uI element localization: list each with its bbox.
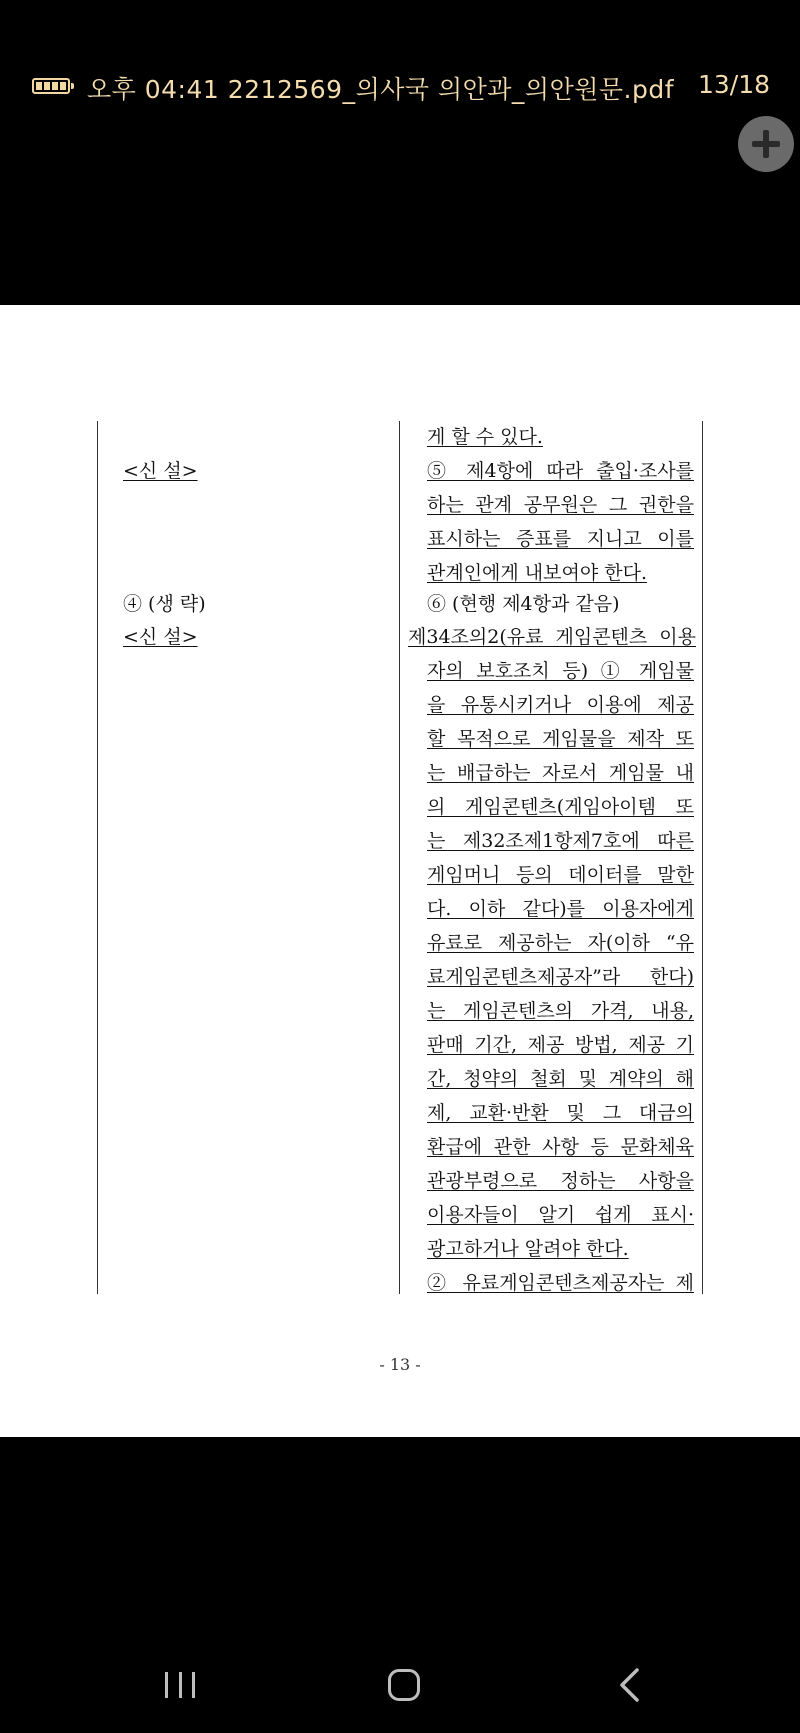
right-line: 다. 이하 같다)를 이용자에게 bbox=[427, 898, 694, 920]
right-line: 료게임콘텐츠제공자”라 한다) bbox=[427, 966, 694, 988]
table-border-right bbox=[702, 421, 703, 1294]
home-icon[interactable] bbox=[388, 1669, 420, 1701]
right-line: 환급에 관한 사항 등 문화체육 bbox=[427, 1136, 694, 1158]
right-line: 할 목적으로 게임물을 제작 또 bbox=[427, 728, 694, 750]
right-line: ⑥ (현행 제4항과 같음) bbox=[427, 593, 620, 615]
back-icon[interactable] bbox=[618, 1668, 640, 1702]
right-line: 판매 기간, 제공 방법, 제공 기 bbox=[427, 1034, 694, 1056]
right-line: ⑤ 제4항에 따라 출입·조사를 bbox=[427, 460, 694, 482]
right-line: 하는 관계 공무원은 그 권한을 bbox=[427, 494, 694, 516]
left-cell-new-2: <신 설> bbox=[123, 626, 198, 648]
right-line: 게 할 수 있다. bbox=[427, 426, 543, 448]
plus-icon bbox=[752, 130, 780, 158]
right-line: 유료로 제공하는 자(이하 “유 bbox=[427, 932, 694, 954]
add-button[interactable] bbox=[738, 116, 794, 172]
right-line: ② 유료게임콘텐츠제공자는 제 bbox=[427, 1272, 694, 1294]
right-line: 표시하는 증표를 지니고 이를 bbox=[427, 528, 694, 550]
right-line: 제34조의2(유료 게임콘텐츠 이용 bbox=[408, 626, 696, 648]
left-cell-omitted: ④ (생 략) bbox=[123, 593, 206, 615]
recent-apps-icon[interactable] bbox=[165, 1672, 195, 1698]
right-line: 이용자들이 알기 쉽게 표시· bbox=[427, 1204, 694, 1226]
right-line: 게임머니 등의 데이터를 말한 bbox=[427, 864, 694, 886]
page-counter: 13/18 bbox=[697, 70, 770, 99]
right-line: 제, 교환·반환 및 그 대금의 bbox=[427, 1102, 694, 1124]
right-line: 관계인에게 내보여야 한다. bbox=[427, 562, 648, 584]
right-line: 광고하거나 알려야 한다. bbox=[427, 1238, 629, 1260]
right-line: 을 유통시키거나 이용에 제공 bbox=[427, 694, 694, 716]
right-line: 자의 보호조치 등) ① 게임물 bbox=[427, 660, 694, 682]
right-line: 간, 청약의 철회 및 계약의 해 bbox=[427, 1068, 694, 1090]
page-number: - 13 - bbox=[379, 1355, 421, 1374]
left-cell-new-1: <신 설> bbox=[123, 460, 198, 482]
right-line: 는 배급하는 자로서 게임물 내 bbox=[427, 762, 694, 784]
right-line: 는 제32조제1항제7호에 따른 bbox=[427, 830, 694, 852]
top-bar bbox=[0, 0, 800, 305]
right-line: 의 게임콘텐츠(게임아이템 또 bbox=[427, 796, 694, 818]
table-border-middle bbox=[399, 421, 400, 1294]
right-line: 관광부령으로 정하는 사항을 bbox=[427, 1170, 694, 1192]
document-title: 오후 04:41 2212569_의사국 의안과_의안원문.pdf bbox=[87, 75, 675, 104]
battery-icon bbox=[32, 78, 70, 94]
pdf-page[interactable] bbox=[0, 305, 800, 1437]
right-line: 는 게임콘텐츠의 가격, 내용, bbox=[427, 1000, 694, 1022]
table-border-left bbox=[97, 421, 98, 1294]
